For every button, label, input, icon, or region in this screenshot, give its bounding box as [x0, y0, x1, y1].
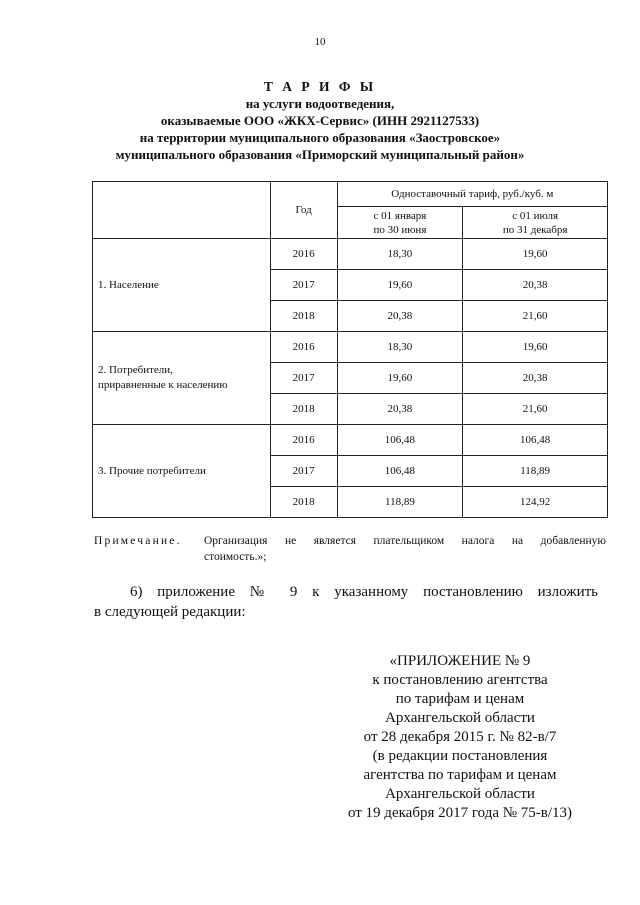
tariff-period-1-cell: 20,38: [337, 394, 463, 425]
appendix-line: агентства по тарифам и ценам: [363, 767, 557, 783]
tariff-period-1-cell: 19,60: [337, 363, 463, 394]
tariff-period-2-cell: 20,38: [463, 270, 608, 301]
title-main: Т А Р И Ф Ы: [263, 79, 377, 94]
category-cell: 1. Население: [93, 239, 271, 332]
appendix-line: «ПРИЛОЖЕНИЕ № 9: [389, 653, 531, 669]
table-row: [93, 239, 608, 270]
appendix-line: по тарифам и ценам: [395, 691, 525, 707]
note-label: Примечание.: [94, 535, 182, 547]
tariff-period-1-cell: 18,30: [337, 332, 463, 363]
year-cell: 2017: [270, 270, 337, 301]
year-cell: 2017: [270, 363, 337, 394]
tariff-period-2-cell: 19,60: [463, 332, 608, 363]
header-tariff-cell: Одноставочный тариф, руб./куб. м: [337, 182, 607, 207]
header-year-cell: Год: [270, 182, 337, 239]
tariff-table: [92, 181, 608, 518]
period-2-line-2: по 31 декабря: [502, 223, 568, 236]
year-cell: 2016: [270, 425, 337, 456]
tariff-period-1-cell: 18,30: [337, 239, 463, 270]
category-line-2: приравненные к населению: [98, 379, 228, 391]
tariff-period-1-cell: 106,48: [337, 425, 463, 456]
year-cell: 2018: [270, 301, 337, 332]
tariff-period-1-cell: 118,89: [337, 487, 463, 518]
appendix-line: Архангельской области: [385, 710, 535, 726]
tariff-period-2-cell: 118,89: [463, 456, 608, 487]
tariff-period-2-cell: 124,92: [463, 487, 608, 518]
clause-line-1: 6) приложение № 9 к указанному постановлению изложить: [130, 584, 598, 600]
tariff-period-1-cell: 19,60: [337, 270, 463, 301]
period-1-line-2: по 30 июня: [373, 223, 427, 236]
tariff-period-1-cell: 106,48: [337, 456, 463, 487]
title-line-2: на услуги водоотведения,: [245, 96, 395, 111]
year-cell: 2017: [270, 456, 337, 487]
document-title: [60, 78, 580, 163]
note-text-line-2: стоимость.»;: [204, 551, 267, 563]
page-number: 10: [314, 36, 326, 48]
period-1-line-1: с 01 января: [373, 209, 427, 222]
appendix-line: к постановлению агентства: [372, 672, 548, 688]
appendix-header: [330, 652, 590, 823]
category-cell: [93, 332, 271, 425]
tariff-period-2-cell: 21,60: [463, 301, 608, 332]
tariff-period-2-cell: 20,38: [463, 363, 608, 394]
tariff-period-2-cell: 106,48: [463, 425, 608, 456]
category-line-1: 2. Потребители,: [98, 364, 173, 376]
appendix-line: Архангельской области: [385, 786, 535, 802]
title-line-3: оказываемые ООО «ЖКХ-Сервис» (ИНН 2921127533): [160, 113, 480, 128]
table-row: [93, 425, 608, 456]
header-period-2: [463, 207, 608, 239]
category-cell: 3. Прочие потребители: [93, 425, 271, 518]
appendix-line: от 19 декабря 2017 года № 75-в/13): [347, 805, 573, 821]
appendix-line: (в редакции постановления: [372, 748, 548, 764]
tariff-period-2-cell: 21,60: [463, 394, 608, 425]
table-header-row: [93, 182, 608, 207]
tariff-period-2-cell: 19,60: [463, 239, 608, 270]
clause-line-2: в следующей редакции:: [94, 604, 246, 620]
table-row: [93, 332, 608, 363]
year-cell: 2018: [270, 487, 337, 518]
header-category-cell: [93, 182, 271, 239]
note-text-line-1: Организация не является плательщиком налога на добавленную: [204, 535, 606, 547]
year-cell: 2016: [270, 332, 337, 363]
tariff-period-1-cell: 20,38: [337, 301, 463, 332]
year-cell: 2016: [270, 239, 337, 270]
year-cell: 2018: [270, 394, 337, 425]
title-line-4: на территории муниципального образования «Заостровское»: [139, 130, 501, 145]
title-line-5: муниципального образования «Приморский муниципальный район»: [115, 147, 525, 162]
amendment-clause: [94, 582, 598, 622]
period-2-line-1: с 01 июля: [512, 209, 559, 222]
header-period-1: [337, 207, 463, 239]
vat-note: [94, 533, 610, 565]
appendix-line: от 28 декабря 2015 г. № 82-в/7: [363, 729, 557, 745]
